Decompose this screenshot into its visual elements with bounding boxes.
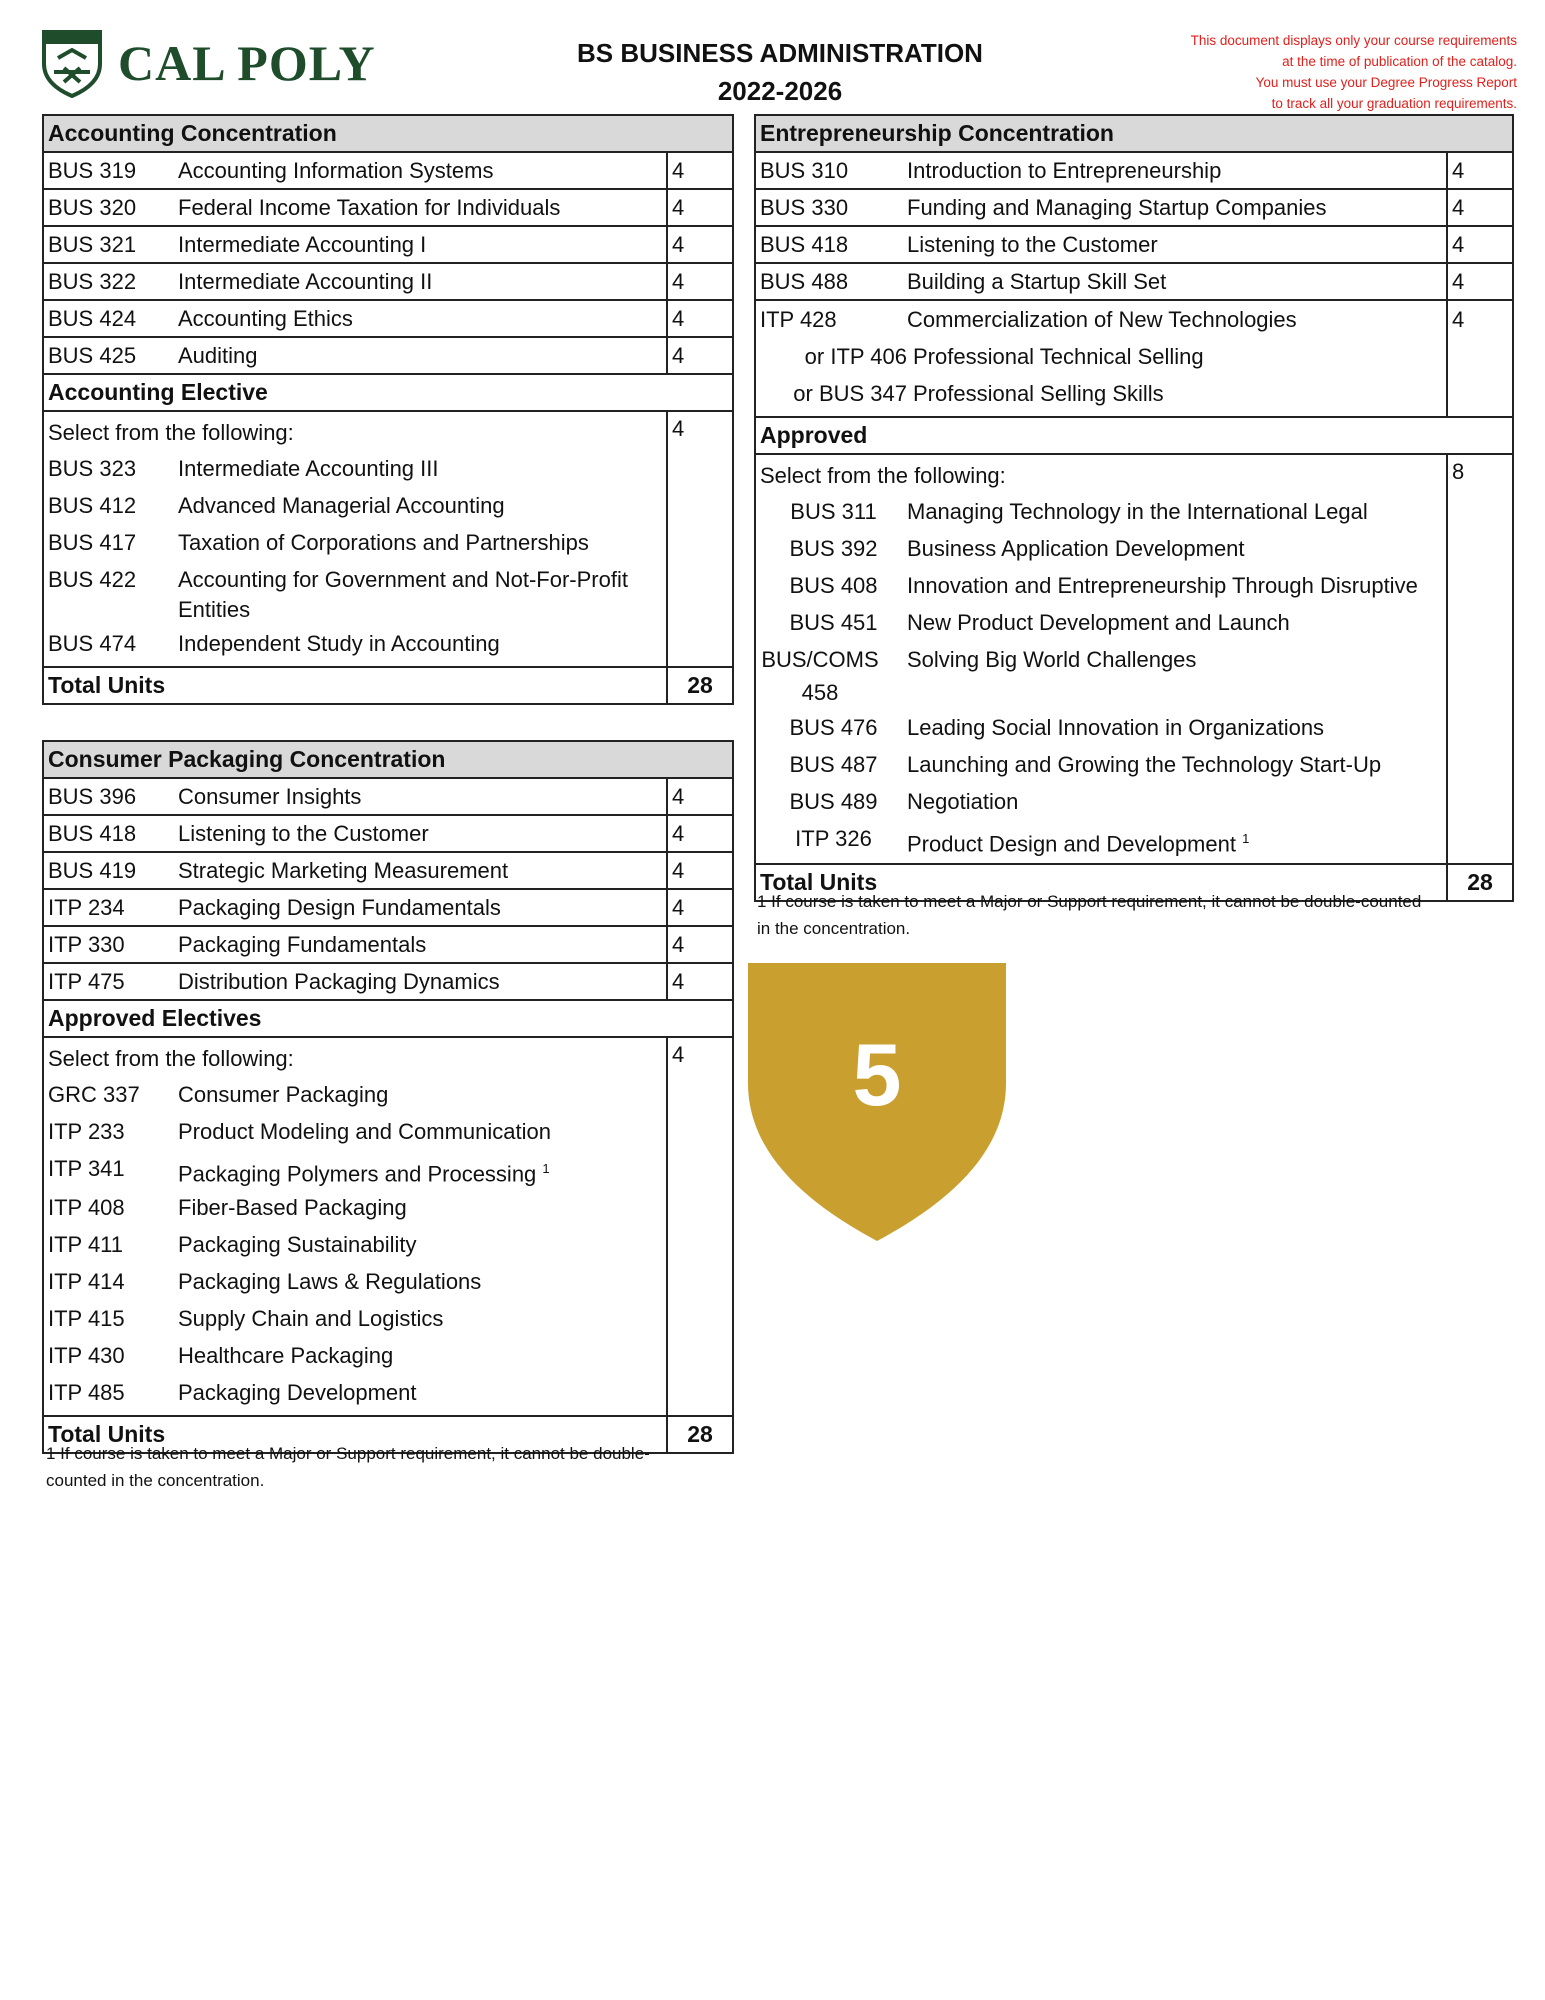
total-units: 28 <box>1447 864 1513 901</box>
course-units: 4 <box>667 337 733 374</box>
course-code: GRC 337 <box>48 1082 140 1107</box>
table-row <box>755 226 1513 263</box>
table-row <box>755 189 1513 226</box>
table-row <box>43 926 733 963</box>
course-units: 4 <box>1447 152 1513 189</box>
elective-units: 4 <box>667 1037 733 1416</box>
list-item <box>760 820 1442 859</box>
course-name: Business Application Development <box>907 536 1245 561</box>
footnote-line: 1 If course is taken to meet a Major or Support requirement, it cannot be double- <box>46 1444 650 1463</box>
select-instruction: Select from the following: <box>48 1046 294 1071</box>
course-units: 4 <box>667 963 733 1000</box>
course-code: BUS 323 <box>48 456 137 481</box>
course-code: BUS 322 <box>48 268 137 294</box>
course-code: ITP 326 <box>795 826 872 851</box>
course-name: Packaging Fundamentals <box>178 931 427 957</box>
course-code: BUS 330 <box>760 194 849 220</box>
document-title <box>560 34 1000 110</box>
course-code: BUS 418 <box>760 231 849 257</box>
table-row <box>43 263 733 300</box>
course-name: Accounting Ethics <box>178 305 353 331</box>
table-row <box>43 852 733 889</box>
course-units: 4 <box>667 300 733 337</box>
course-units: 4 <box>667 226 733 263</box>
course-name: Accounting for Government and Not-For-Profit Entities <box>178 567 628 622</box>
list-item <box>760 301 1442 338</box>
course-name: Listening to the Customer <box>178 820 429 846</box>
course-name: Intermediate Accounting I <box>178 231 427 257</box>
logo-text: CAL POLY <box>118 35 376 91</box>
total-label: Total Units <box>755 864 1447 901</box>
concentration-title: Consumer Packaging Concentration <box>43 741 733 778</box>
course-name: Packaging Polymers and Processing <box>178 1161 537 1187</box>
total-label: Total Units <box>43 667 667 704</box>
course-code: BUS 451 <box>789 610 878 635</box>
course-code: ITP 233 <box>48 1119 125 1144</box>
notice-line: to track all your graduation requirements. <box>1271 96 1517 111</box>
list-item <box>48 1113 662 1150</box>
course-name: Intermediate Accounting III <box>178 456 439 481</box>
course-code: ITP 414 <box>48 1269 125 1295</box>
table-row <box>43 152 733 189</box>
choice-row <box>755 300 1513 417</box>
page-number-shield-icon <box>748 963 1006 1241</box>
course-name: New Product Development and Launch <box>907 610 1290 635</box>
packaging-footnote <box>46 1440 650 1494</box>
list-item <box>760 567 1442 604</box>
list-item <box>48 1076 662 1113</box>
course-code: BUS 476 <box>789 715 878 740</box>
course-name: Taxation of Corporations and Partnerships <box>178 530 589 555</box>
course-name: Packaging Laws & Regulations <box>178 1269 482 1295</box>
table-row <box>43 337 733 374</box>
table-row <box>755 152 1513 189</box>
course-code: BUS 419 <box>48 857 137 883</box>
course-code: ITP 341 <box>48 1156 125 1181</box>
list-item <box>48 1150 662 1189</box>
course-name: Accounting Information Systems <box>178 157 494 183</box>
notice-line: You must use your Degree Progress Report <box>1255 75 1517 90</box>
course-units: 4 <box>667 889 733 926</box>
course-name: Consumer Packaging <box>178 1082 389 1107</box>
notice-line: This document displays only your course requirements <box>1190 33 1517 48</box>
course-code: BUS 418 <box>48 820 137 846</box>
elective-units: 8 <box>1447 454 1513 864</box>
course-units: 4 <box>667 815 733 852</box>
catalog-years: 2022-2026 <box>717 76 843 106</box>
course-code: ITP 415 <box>48 1306 125 1332</box>
course-code: or BUS 347 <box>793 381 907 406</box>
course-name: Packaging Sustainability <box>178 1232 417 1258</box>
list-item <box>760 604 1442 641</box>
list-item <box>48 1300 662 1337</box>
course-name: Professional Technical Selling <box>913 344 1204 369</box>
list-item <box>760 530 1442 567</box>
entrepreneurship-footnote <box>757 888 1421 942</box>
course-name: Independent Study in Accounting <box>178 631 500 656</box>
total-units: 28 <box>667 667 733 704</box>
course-name: Auditing <box>178 342 258 368</box>
course-code: ITP 234 <box>48 894 125 920</box>
course-name: Distribution Packaging Dynamics <box>178 968 500 994</box>
table-row <box>43 889 733 926</box>
list-item <box>760 746 1442 783</box>
program-title: BS BUSINESS ADMINISTRATION <box>577 38 983 68</box>
list-item <box>48 1337 662 1374</box>
list-item <box>48 625 662 662</box>
elective-header-row <box>43 374 733 411</box>
table-row <box>43 963 733 1000</box>
table-row <box>43 778 733 815</box>
course-units: 4 <box>667 852 733 889</box>
course-name: Managing Technology in the International Legal <box>907 499 1368 524</box>
course-name: Advanced Managerial Accounting <box>178 493 505 518</box>
course-code: BUS 425 <box>48 342 137 368</box>
elective-header-row <box>755 417 1513 454</box>
course-name: Innovation and Entrepreneurship Through Disruptive <box>907 573 1418 598</box>
total-units: 28 <box>667 1416 733 1453</box>
course-name: Consumer Insights <box>178 783 362 809</box>
list-item <box>760 338 1442 375</box>
course-name: Negotiation <box>907 789 1019 814</box>
course-name: Packaging Design Fundamentals <box>178 894 501 920</box>
table-row <box>43 226 733 263</box>
elective-list <box>43 1037 667 1416</box>
course-units: 4 <box>1447 263 1513 300</box>
course-units: 4 <box>667 926 733 963</box>
elective-list-row <box>755 454 1513 864</box>
cal-poly-shield-icon <box>40 28 104 98</box>
course-code: BUS 417 <box>48 530 137 555</box>
entrepreneurship-concentration-table <box>754 114 1514 902</box>
footnote-line: counted in the concentration. <box>46 1471 265 1490</box>
course-name: Product Modeling and Communication <box>178 1119 551 1144</box>
course-code: BUS 474 <box>48 631 137 656</box>
elective-units: 4 <box>667 411 733 667</box>
course-units: 4 <box>1447 300 1513 417</box>
elective-list-row <box>43 411 733 667</box>
course-name: Healthcare Packaging <box>178 1343 394 1369</box>
course-name: Solving Big World Challenges <box>907 647 1197 672</box>
table-row <box>43 300 733 337</box>
select-instruction: Select from the following: <box>760 463 1006 488</box>
course-units: 4 <box>667 778 733 815</box>
course-code: BUS 321 <box>48 231 137 257</box>
table-row <box>755 263 1513 300</box>
course-code: BUS 311 <box>790 499 877 524</box>
course-name: Strategic Marketing Measurement <box>178 857 509 883</box>
elective-list <box>43 411 667 667</box>
course-code: BUS 319 <box>48 157 137 183</box>
course-name: Fiber-Based Packaging <box>178 1195 407 1221</box>
course-name: Supply Chain and Logistics <box>178 1306 444 1332</box>
table-header-row <box>755 115 1513 152</box>
course-name: Funding and Managing Startup Companies <box>907 194 1327 220</box>
list-item <box>48 1374 662 1411</box>
course-units: 4 <box>667 263 733 300</box>
course-code: BUS 408 <box>789 573 878 598</box>
course-code: ITP 428 <box>760 307 837 332</box>
table-row <box>43 189 733 226</box>
total-label: Total Units <box>43 1416 667 1453</box>
list-item <box>48 1226 662 1263</box>
course-code: ITP 411 <box>48 1232 124 1258</box>
list-item <box>48 450 662 487</box>
page-number: 5 <box>852 1025 902 1124</box>
elective-header-row <box>43 1000 733 1037</box>
course-code: ITP 485 <box>48 1380 125 1406</box>
course-name: Commercialization of New Technologies <box>907 307 1297 332</box>
catalog-notice <box>1097 30 1517 114</box>
course-units: 4 <box>667 152 733 189</box>
elective-title: Approved Electives <box>43 1000 733 1037</box>
course-name: Introduction to Entrepreneurship <box>907 157 1222 183</box>
list-item <box>760 493 1442 530</box>
course-name: Intermediate Accounting II <box>178 268 433 294</box>
course-units: 4 <box>667 189 733 226</box>
course-name: Leading Social Innovation in Organizations <box>907 715 1325 740</box>
course-units: 4 <box>1447 189 1513 226</box>
course-name: Listening to the Customer <box>907 231 1158 257</box>
select-instruction: Select from the following: <box>48 420 294 445</box>
course-code: ITP 408 <box>48 1195 125 1221</box>
concentration-title: Entrepreneurship Concentration <box>755 115 1513 152</box>
list-item <box>48 1189 662 1226</box>
table-header-row <box>43 115 733 152</box>
course-code: BUS 424 <box>48 305 137 331</box>
list-item <box>48 524 662 561</box>
course-units: 4 <box>1447 226 1513 263</box>
table-row <box>43 815 733 852</box>
course-code: BUS 489 <box>789 789 878 814</box>
footnote-marker: 1 <box>1242 831 1250 846</box>
list-item <box>760 641 1442 709</box>
footnote-line: in the concentration. <box>757 919 911 938</box>
list-item <box>760 709 1442 746</box>
elective-title: Accounting Elective <box>43 374 733 411</box>
course-choice <box>755 300 1447 417</box>
course-name: Building a Startup Skill Set <box>907 268 1167 294</box>
course-code: or ITP 406 <box>804 344 907 369</box>
footnote-line: 1 If course is taken to meet a Major or Support requirement, it cannot be double-counted <box>757 892 1422 911</box>
table-header-row <box>43 741 733 778</box>
list-item <box>760 375 1442 412</box>
elective-title: Approved <box>755 417 1513 454</box>
list-item <box>48 1263 662 1300</box>
cal-poly-logo <box>40 28 376 98</box>
course-code: BUS/COMS 458 <box>761 647 879 705</box>
course-code: ITP 475 <box>48 968 125 994</box>
course-code: ITP 430 <box>48 1343 125 1369</box>
course-code: BUS 320 <box>48 194 137 220</box>
course-name: Packaging Development <box>178 1380 417 1406</box>
course-code: BUS 487 <box>789 752 878 777</box>
course-code: BUS 488 <box>760 268 849 294</box>
list-item <box>760 783 1442 820</box>
course-code: BUS 310 <box>760 157 849 183</box>
accounting-concentration-table <box>42 114 734 705</box>
course-code: BUS 422 <box>48 567 137 592</box>
course-name: Product Design and Development <box>907 831 1236 857</box>
course-name: Launching and Growing the Technology Start-Up <box>907 752 1382 777</box>
list-item <box>48 487 662 524</box>
course-code: BUS 412 <box>48 493 137 518</box>
course-code: ITP 330 <box>48 931 125 957</box>
footnote-marker: 1 <box>542 1161 550 1176</box>
consumer-packaging-concentration-table <box>42 740 734 1454</box>
concentration-title: Accounting Concentration <box>43 115 733 152</box>
total-row <box>43 667 733 704</box>
course-name: Professional Selling Skills <box>913 381 1164 406</box>
notice-line: at the time of publication of the catalog. <box>1282 54 1517 69</box>
elective-list <box>755 454 1447 864</box>
course-code: BUS 396 <box>48 783 137 809</box>
elective-list-row <box>43 1037 733 1416</box>
course-name: Federal Income Taxation for Individuals <box>178 194 561 220</box>
course-code: BUS 392 <box>789 536 878 561</box>
list-item <box>48 561 662 625</box>
